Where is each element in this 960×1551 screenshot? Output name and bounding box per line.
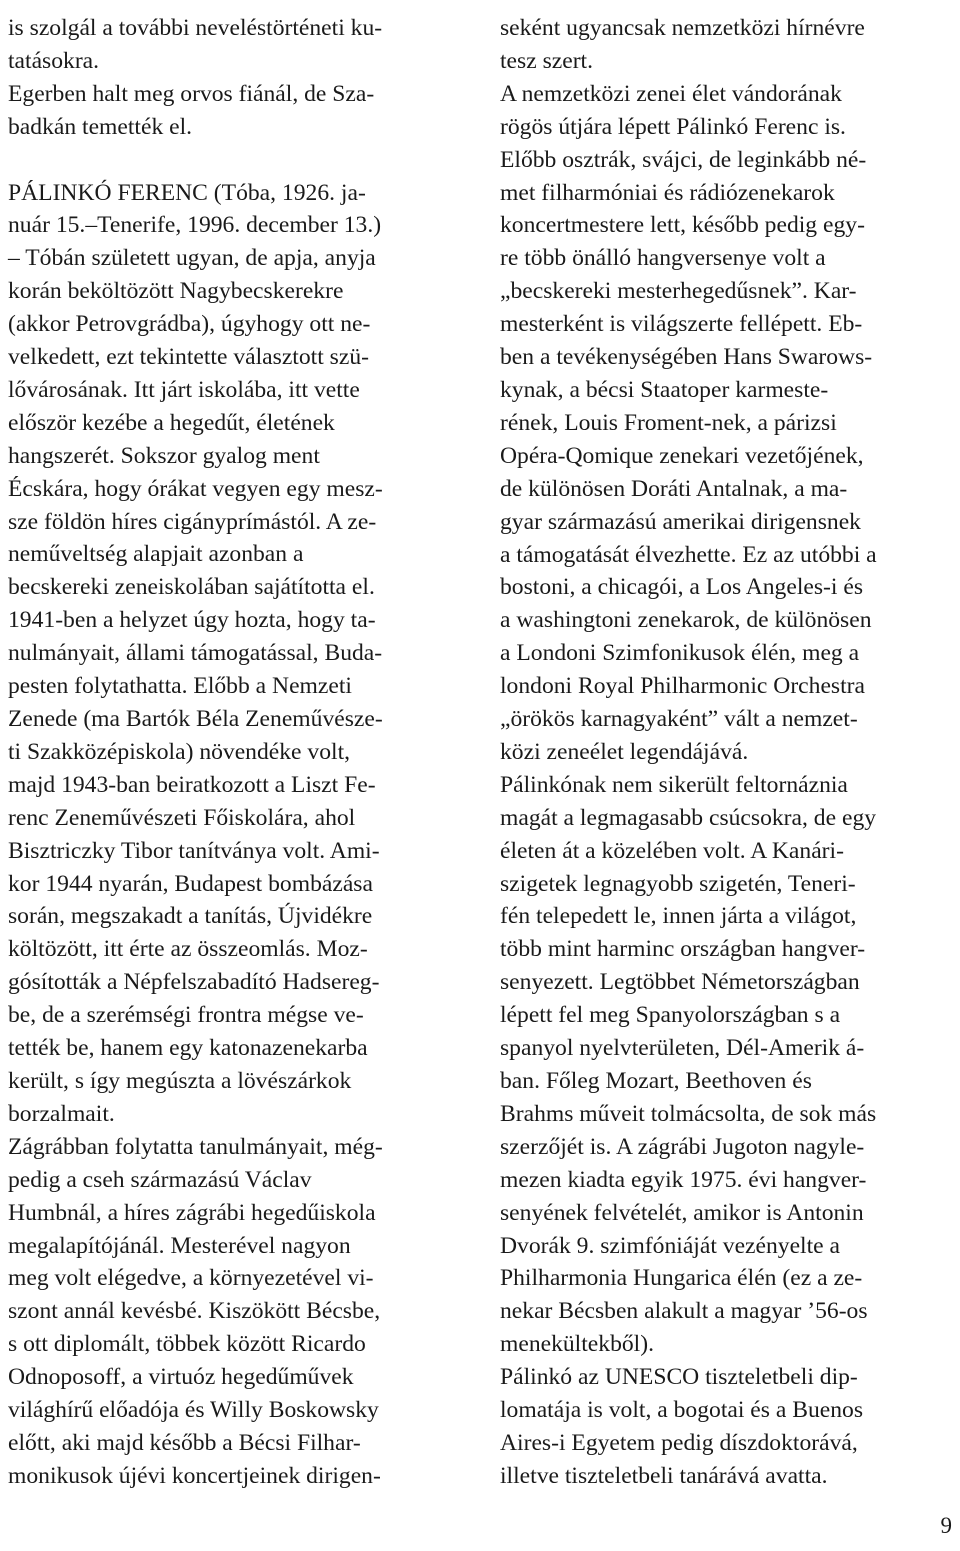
left-column (8, 12, 463, 1493)
page-number: 9 (940, 1513, 952, 1538)
right-column (500, 12, 955, 1493)
biography-text: (Tóba, 1926. ja- nuár 15.–Tenerife, 1996. december 13.) – Tóbán született ugyan, de apja, anyja korán beköltözött Nagybecskerekre (akkor Petrovgrádba), úgyhogy ott ne- velkedett, ezt tekintette választott szü- lővárosának. Itt járt iskolába, itt vette először kezébe a hegedűt, életének hangszerét. Sokszor gyalog ment Écskára, hogy órákat vegyen egy mesz- sze földön híres cigányprímástól. A ze- neműveltség alapjait azonban a becskereki zeneiskolában sajátította el. 1941-ben a helyzet úgy hozta, hogy ta- nulmányait, állami támogatással, Buda- pesten folytathatta. Előbb a Nemzeti Zenede (ma Bartók Béla Zeneművésze- ti Szakközépiskola) növendéke volt, majd 1943-ban beiratkozott a Liszt Fe- renc Zeneművészeti Főiskolára, ahol Bisztriczky Tibor tanítványa volt. Ami- kor 1944 nyarán, Budapest bombázása során, megszakadt a tanítás, Újvidékre költözött, itt érte az összeomlás. Moz- gósították a Népfelszabadító Hadsereg- be, de a szerémségi frontra mégse ve- tették be, hanem egy katonazenekarba került, s így megúszta a lövészárkok borzalmait. (8, 179, 383, 1127)
paragraph-unesco: Pálinkó az UNESCO tiszteletbeli dip- lomatája is volt, a bogotai és a Buenos Aires-i Egyetem pedig díszdoktorává, illetve tiszteletbeli tanárává avatta. (500, 1364, 864, 1489)
paragraph-continuation: seként ugyancsak nemzetközi hírnévre tesz szert. (500, 15, 865, 74)
paragraph-career: A nemzetközi zenei élet vándorának rögös útjára lépett Pálinkó Ferenc is. Előbb osztrák, svájci, de leginkább né- met filharmóniai és rádiózenekarok koncertmestere lett, később pedig egy- re több önálló hangversenye volt a „becskereki mesterhegedűsnek”. Kar- mesterként is világszerte fellépett. Eb- ben a tevékenységében Hans Swarows- kynak, a bécsi Staatoper karmeste- rének, Louis Froment-nek, a párizsi Opéra-Qomique zenekari vezetőjének, de különösen Doráti Antalnak, a ma- gyar származású amerikai dirigensnek a támogatását élvezhette. Ez az utóbbi a bostoni, a chicagói, a Los Angeles-i és a washingtoni zenekarok, de különösen a Londoni Szimfonikusok élén, meg a londoni Royal Philharmonic Orchestra „örökös karnagyaként” vált a nemzet- közi zeneélet legendájává. (500, 80, 877, 765)
paragraph-intro-end: is szolgál a további neveléstörténeti ku- tatásokra. (8, 15, 383, 74)
paragraph-gap (8, 144, 463, 177)
paragraph-zagreb: Zágrábban folytatta tanulmányait, még- pedig a cseh származású Václav Humbnál, a híres zágrábi hegedűiskola megalapítójánál. Mesterével nagyon meg volt elégedve, a környezetével vi- szont annál kevésbé. Kiszökött Bécsbe, s ott diplomált, többek között Ricardo Odnoposoff, a virtuóz hegedűművek világhírű előadója és Willy Boskowsky előtt, aki majd később a Bécsi Filhar- monikusok újévi koncertjeinek dirigen- (8, 1133, 383, 1489)
paragraph-burial: Egerben halt meg orvos fiánál, de Sza- badkán temették el. (8, 80, 375, 140)
paragraph-tenerife: Pálinkónak nem sikerült feltornáznia magát a legmagasabb csúcsokra, de egy életen át a közelében volt. A Kanári- szigetek legnagyobb szigetén, Teneri- fén telepedett le, innen járta a világot, több mint harminc országban hangver- senyezett. Legtöbbet Németországban lépett fel meg Spanyolországban s a spanyol nyelvterületen, Dél-Amerik á- ban. Főleg Mozart, Beethoven és Brahms műveit tolmácsolta, de sok más szerzőjét is. A zágrábi Jugoton nagyle- mezen kiadta egyik 1975. évi hangver- senyének felvételét, amikor is Antonin Dvorák 9. szimfóniáját vezényelte a Philharmonia Hungarica élén (ez a ze- nekar Bécsben alakult a magyar ’56-os menekültekből). (500, 771, 877, 1358)
paragraph-biography (8, 177, 463, 1131)
biography-name: PÁLINKÓ FERENC (8, 179, 208, 206)
